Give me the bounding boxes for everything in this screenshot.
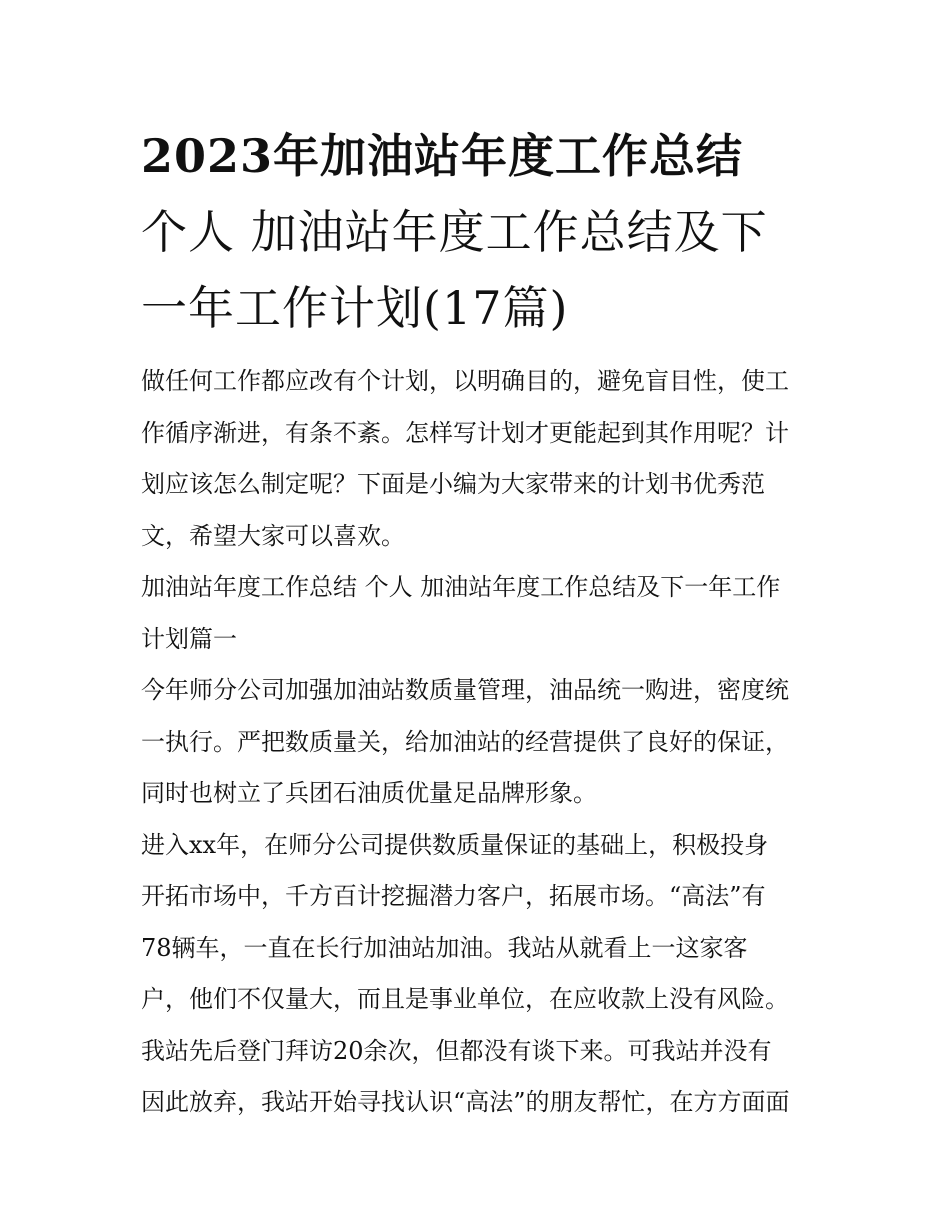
paragraph-line: 加油站年度工作总结 个人 加油站年度工作总结及下一年工作	[141, 573, 781, 601]
paragraph-line: 同时也树立了兵团石油质优量足品牌形象。	[141, 779, 597, 807]
paragraph-line: 计划篇一	[141, 624, 237, 653]
paragraph-line: 今年师分公司加强加油站数质量管理，油品统一购进，密度统	[141, 676, 789, 704]
title-line-1: 2023年加油站年度工作总结	[141, 129, 744, 183]
paragraph-line: 进入xx年，在师分公司提供数质量保证的基础上，积极投身	[141, 830, 769, 859]
paragraph-line: 做任何工作都应改有个计划，以明确目的，避免盲目性，使工	[141, 367, 789, 395]
paragraph-line: 因此放弃，我站开始寻找认识“高法”的朋友帮忙，在方方面面	[141, 1088, 790, 1116]
paragraph-line: 户，他们不仅量大，而且是事业单位，在应收款上没有风险。	[141, 985, 789, 1013]
paragraph-line: 作循序渐进，有条不紊。怎样写计划才更能起到其作用呢？计	[141, 418, 789, 447]
document-body	[141, 118, 821, 1129]
title-line-2: 个人 加油站年度工作总结及下	[141, 205, 768, 259]
title-line-3: 一年工作计划(17篇)	[141, 281, 569, 335]
paragraph-line: 文，希望大家可以喜欢。	[141, 521, 405, 550]
document-title	[141, 118, 821, 346]
section-heading	[141, 562, 821, 665]
body-paragraph	[141, 820, 821, 1129]
paragraph-line: 开拓市场中，千方百计挖掘潜力客户，拓展市场。“高法”有	[141, 882, 766, 910]
intro-paragraph	[141, 356, 821, 562]
body-paragraph	[141, 665, 821, 820]
paragraph-line: 划应该怎么制定呢？下面是小编为大家带来的计划书优秀范	[141, 470, 765, 498]
paragraph-line: 78辆车，一直在长行加油站加油。我站从就看上一这家客	[141, 933, 748, 962]
paragraph-line: 一执行。严把数质量关，给加油站的经营提供了良好的保证，	[141, 727, 789, 756]
paragraph-line: 我站先后登门拜访20余次，但都没有谈下来。可我站并没有	[141, 1036, 772, 1065]
